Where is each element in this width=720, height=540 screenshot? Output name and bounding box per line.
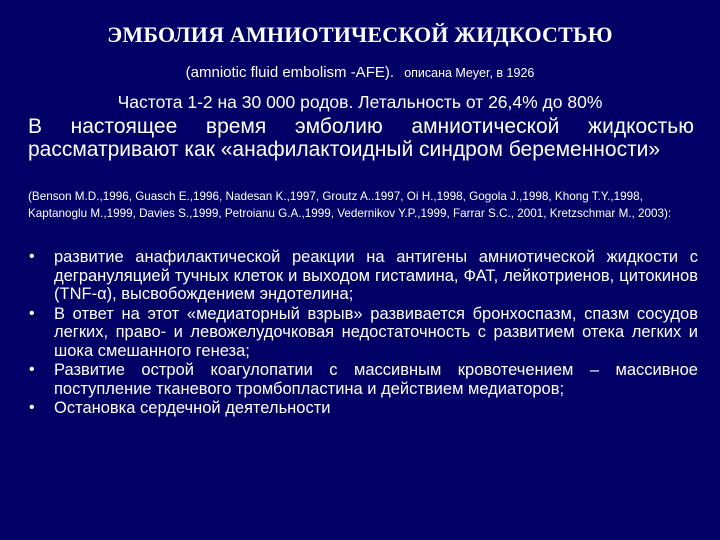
bullet-text: Остановка сердечной деятельности bbox=[54, 399, 331, 417]
bullet-text: Развитие острой коагулопатии с массивным кровотечением – массивное поступление тканевого тромбопластина и действием медиаторов; bbox=[54, 361, 698, 398]
bullet-text: В ответ на этот «медиаторный взрыв» развивается бронхоспазм, спазм сосудов легких, право- и левожелудочковая недостаточность с развитием отека легких и шока смешанного генеза; bbox=[54, 304, 698, 360]
bullet-item bbox=[28, 248, 698, 304]
bullet-item bbox=[28, 305, 698, 361]
subtitle-main: (amniotic fluid embolism -AFE). bbox=[185, 64, 395, 81]
subtitle-note: описана Meyer, в 1926 bbox=[404, 66, 535, 80]
frequency-line: Частота 1-2 на 30 000 родов. Летальность от 26,4% до 80% bbox=[117, 92, 603, 112]
bullet-dot-icon: • bbox=[29, 248, 35, 265]
slide-title: ЭМБОЛИЯ АМНИОТИЧЕСКОЙ ЖИДКОСТЬЮ bbox=[107, 22, 613, 47]
references: (Benson M.D.,1996, Guasch E.,1996, Nadesan K.,1997, Groutz A..1997, Oi H.,1998, Gogola J.,1998, Khong T.Y.,1998, Kaptanoglu M.,1999, Davies S.,1999, Petroianu G.A.,1999, Vedernikov Y.P.,1999, Farrar S.C., 2001, Kretzschmar M., 2003): bbox=[28, 190, 672, 220]
bullet-item bbox=[28, 399, 698, 418]
bullet-dot-icon: • bbox=[29, 361, 35, 378]
bullet-dot-icon: • bbox=[29, 304, 35, 322]
bullet-dot-icon: • bbox=[29, 399, 35, 416]
bullet-text: развитие анафилактической реакции на антигены амниотической жидкости с дегрануляцией тучных клеток и выходом гистамина, ФАТ, лейкотриенов, цитокинов (TNF-α), высвобождением эндотелина; bbox=[54, 248, 698, 303]
lead-paragraph: В настоящее время эмболию амниотической жидкостью рассматривают как «анафилактоидный синдром беременности» bbox=[28, 115, 694, 161]
bullet-list bbox=[28, 248, 698, 419]
slide-subtitle bbox=[0, 64, 720, 81]
bullet-item bbox=[28, 361, 698, 398]
